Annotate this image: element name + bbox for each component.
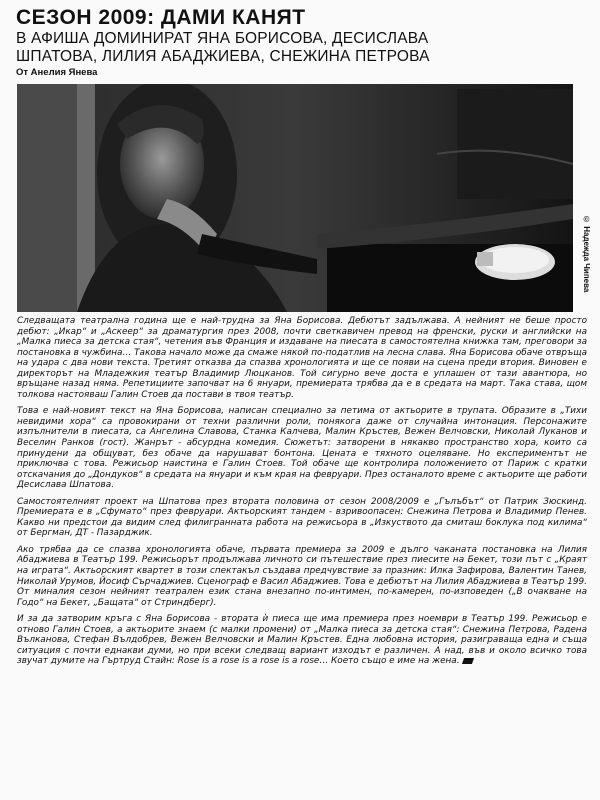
article-byline: От Анелия Янева [16, 67, 98, 78]
end-mark-icon [461, 658, 473, 664]
paragraph-2: Това е най-новият текст на Яна Борисова, написан специално за петима от актьорите в трупата. Образите в „Тихи невидими хора“ са провокирани от техни различни роли, понякога даже от случайна интонация. Персонажите изпълнители в пиесата, са Ангелина Славова, Станка Калчева, Малин Кръстев, Вежен Велчовски, Николай Луканов и Веселин Ранков (гост). Жанрът - абсурдна комедия. Сюжетът: затворени в някакво пространство хора, които са принудени да общуват, без обаче да нарушават бонтона. Цената е тяхното оцеляване. Но експериментът не приключва с това. Режисьор наистина е Галин Стоев. Той обаче ще контролира положението от Париж с кратки отскачания до „Дондуков“ в средата на януари и към края на февруари. През останалото време с актьорите ще работи Десислава Шпатова. [17, 406, 587, 491]
paragraph-4: Ако трябва да се спазва хронологията обаче, първата премиера за 2009 е дълго чаканата постановка на Лилия Абаджиева в Театър 199. Режисьорът продължава личното си пътешествие през пиесите на Бекет, този път с „Краят на играта“. Актьорският квартет в този спектакъл създава предчувствие за празник: Илка Зафирова, Валентин Танев, Николай Урумов, Йосиф Сърчаджиев. Сценограф е Васил Абаджиев. Това е дебютът на Лилия Абаджиева в Театър 199. От миналия сезон нейният театрален език стана внезапно по-интимен, по-камерен, по-изповеден („В очакване на Годо“ на Бекет, „Бащата“ от Стриндберг). [17, 544, 587, 608]
article-title: СЕЗОН 2009: ДАМИ КАНЯТ [16, 6, 306, 29]
article-body [17, 316, 587, 673]
paragraph-3: Самостоятелният проект на Шпатова през втората половина от сезон 2008/2009 е „Гълъбът“ от Патрик Зюскинд. Премиерата е в „Сфумато“ през февруари. Актьорският тандем - взривоопасен: Снежина Петрова и Владимир Пенев. Какво ни предстои да видим след филигранната работа на режисьора в „Изкуството да смиташ боклука под килима“ от Бергман, ДТ - Пазарджик. [17, 496, 587, 539]
photo-credit: © Надежда Чипева [582, 215, 591, 293]
paragraph-5-text: И за да затворим кръга с Яна Борисова - втората ѝ пиеса ще има премиера през ноември в Театър 199. Режисьор е отново Галин Стоев, а актьорите знаем (с малки промени) от „Малка пиеса за детска стая“: Снежина Петрова, Радена Вълканова, Стефан Вълдобрев, Вежен Велчовски и Малин Кръстев. Една любовна история, разиграваща една и съща ситуация с почти еднакви думи, но при всеки следващ вариант изходът е различен. А над, във и около всичко това звучат думите на Гъртруд Стайн: Rose is a rose is a rose is a rose… Което също е име на жена. [17, 614, 587, 667]
paragraph-5 [17, 614, 587, 667]
article-photo [17, 84, 573, 312]
subtitle-line-1: В АФИША ДОМИНИРАТ ЯНА БОРИСОВА, ДЕСИСЛАВА [16, 30, 429, 47]
article-subtitle [16, 30, 591, 66]
paragraph-1: Следващата театрална година ще е най-трудна за Яна Борисова. Дебютът задължава. А нейният не беше просто дебют: „Икар“ и „Аскеер“ за драматургия през 2008, почти светкавичен превод на френски, руски и английски на „Малка пиеса за детска стая“, четения във Франция и издаване на пиесата в самостоятелна книжка там, преговори за постановка в чужбина… Такова начало може да смаже някой по-податлив на лесна слава. Яна Борисова обаче отвръща на удара с два нови текста. Третият отказва да спазва хронологията и ще се появи на сцена преди втория. Виновен е директорът на Младежкия театър Владимир Люцканов. Той сигурно вече доста е уплашен от тази авантюра, но връщане назад няма. Репетициите започват на 6 януари, премиерата трябва да е в средата на март. Така става, щом толкова настояваш Галин Стоев да постави в твоя театър. [17, 316, 587, 400]
subtitle-line-2: ШПАТОВА, ЛИЛИЯ АБАДЖИЕВА, СНЕЖИНА ПЕТРОВА [16, 48, 430, 65]
